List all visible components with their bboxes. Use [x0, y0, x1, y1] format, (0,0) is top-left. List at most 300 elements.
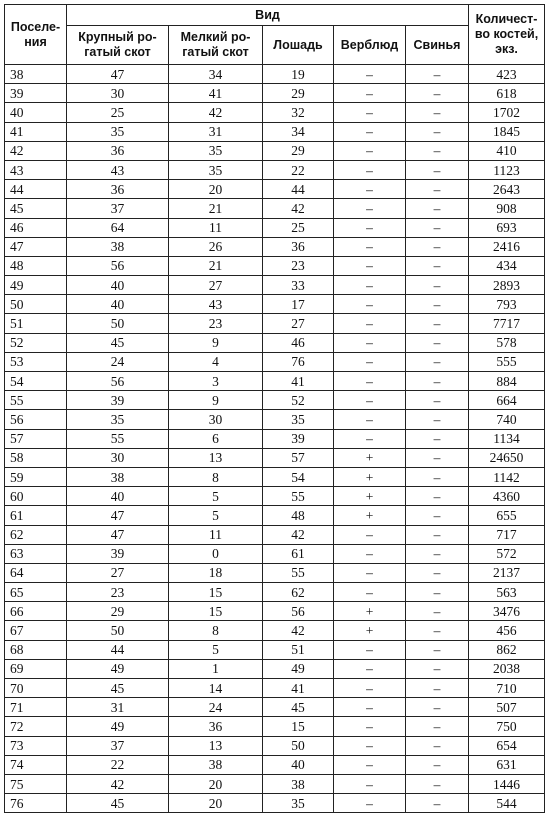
settlement-cell: 64 [5, 563, 67, 582]
cattle-cell: 24 [67, 352, 169, 371]
settlement-cell: 46 [5, 218, 67, 237]
bone-count-cell: 456 [469, 621, 545, 640]
cattle-cell: 38 [67, 237, 169, 256]
settlement-cell: 52 [5, 333, 67, 352]
camel-cell: – [334, 563, 406, 582]
horse-cell: 27 [263, 314, 334, 333]
settlement-cell: 74 [5, 755, 67, 774]
horse-cell: 52 [263, 391, 334, 410]
small-cattle-cell: 13 [169, 448, 263, 467]
small-cattle-cell: 15 [169, 602, 263, 621]
small-cattle-cell: 21 [169, 256, 263, 275]
horse-cell: 41 [263, 679, 334, 698]
pig-cell: – [406, 679, 469, 698]
bone-count-cell: 654 [469, 736, 545, 755]
small-cattle-cell: 36 [169, 717, 263, 736]
cattle-cell: 27 [67, 563, 169, 582]
bone-count-cell: 740 [469, 410, 545, 429]
camel-cell: + [334, 506, 406, 525]
bone-count-cell: 1845 [469, 122, 545, 141]
small-cattle-cell: 20 [169, 794, 263, 813]
horse-cell: 29 [263, 141, 334, 160]
small-cattle-cell: 8 [169, 467, 263, 486]
pig-cell: – [406, 448, 469, 467]
camel-cell: – [334, 141, 406, 160]
horse-cell: 17 [263, 295, 334, 314]
horse-cell: 23 [263, 256, 334, 275]
pig-cell: – [406, 141, 469, 160]
table-row [5, 717, 545, 736]
cattle-cell: 42 [67, 774, 169, 793]
table-row [5, 467, 545, 486]
pig-cell: – [406, 237, 469, 256]
camel-cell: – [334, 333, 406, 352]
small-cattle-cell: 34 [169, 65, 263, 84]
horse-cell: 62 [263, 583, 334, 602]
bone-count-cell: 1142 [469, 467, 545, 486]
pig-cell: – [406, 103, 469, 122]
pig-cell: – [406, 276, 469, 295]
settlement-cell: 53 [5, 352, 67, 371]
table-row [5, 314, 545, 333]
camel-cell: – [334, 429, 406, 448]
bone-count-cell: 884 [469, 372, 545, 391]
camel-cell: + [334, 467, 406, 486]
cattle-cell: 49 [67, 659, 169, 678]
camel-cell: – [334, 659, 406, 678]
bone-count-cell: 717 [469, 525, 545, 544]
camel-cell: – [334, 583, 406, 602]
horse-cell: 41 [263, 372, 334, 391]
bone-count-cell: 3476 [469, 602, 545, 621]
table-row [5, 544, 545, 563]
cattle-cell: 38 [67, 467, 169, 486]
horse-cell: 55 [263, 487, 334, 506]
small-cattle-cell: 27 [169, 276, 263, 295]
small-cattle-cell: 1 [169, 659, 263, 678]
horse-cell: 19 [263, 65, 334, 84]
pig-cell: – [406, 295, 469, 314]
small-cattle-cell: 5 [169, 640, 263, 659]
cattle-cell: 39 [67, 391, 169, 410]
pig-cell: – [406, 583, 469, 602]
table-row [5, 755, 545, 774]
settlement-cell: 69 [5, 659, 67, 678]
horse-cell: 36 [263, 237, 334, 256]
horse-cell: 42 [263, 621, 334, 640]
small-cattle-cell: 5 [169, 506, 263, 525]
bone-count-cell: 693 [469, 218, 545, 237]
cattle-cell: 39 [67, 544, 169, 563]
camel-cell: – [334, 640, 406, 659]
pig-cell: – [406, 602, 469, 621]
header-horse: Лошадь [263, 26, 334, 65]
small-cattle-cell: 24 [169, 698, 263, 717]
table-row [5, 103, 545, 122]
pig-cell: – [406, 487, 469, 506]
bone-count-cell: 434 [469, 256, 545, 275]
table-row [5, 237, 545, 256]
camel-cell: + [334, 487, 406, 506]
cattle-cell: 56 [67, 256, 169, 275]
pig-cell: – [406, 122, 469, 141]
camel-cell: – [334, 544, 406, 563]
settlement-cell: 43 [5, 160, 67, 179]
cattle-cell: 23 [67, 583, 169, 602]
horse-cell: 34 [263, 122, 334, 141]
pig-cell: – [406, 544, 469, 563]
pig-cell: – [406, 410, 469, 429]
table-row [5, 410, 545, 429]
horse-cell: 46 [263, 333, 334, 352]
small-cattle-cell: 9 [169, 391, 263, 410]
horse-cell: 25 [263, 218, 334, 237]
camel-cell: – [334, 103, 406, 122]
settlement-cell: 47 [5, 237, 67, 256]
bone-count-cell: 618 [469, 84, 545, 103]
camel-cell: – [334, 65, 406, 84]
settlement-cell: 61 [5, 506, 67, 525]
cattle-cell: 43 [67, 160, 169, 179]
small-cattle-cell: 42 [169, 103, 263, 122]
species-table [4, 4, 545, 813]
header-bone-count: Количест-во костей, экз. [469, 5, 545, 65]
cattle-cell: 31 [67, 698, 169, 717]
horse-cell: 51 [263, 640, 334, 659]
horse-cell: 29 [263, 84, 334, 103]
small-cattle-cell: 21 [169, 199, 263, 218]
settlement-cell: 68 [5, 640, 67, 659]
camel-cell: – [334, 698, 406, 717]
camel-cell: – [334, 372, 406, 391]
settlement-cell: 55 [5, 391, 67, 410]
small-cattle-cell: 9 [169, 333, 263, 352]
table-row [5, 774, 545, 793]
settlement-cell: 60 [5, 487, 67, 506]
small-cattle-cell: 0 [169, 544, 263, 563]
table-row [5, 65, 545, 84]
camel-cell: – [334, 410, 406, 429]
pig-cell: – [406, 794, 469, 813]
small-cattle-cell: 11 [169, 218, 263, 237]
bone-count-cell: 4360 [469, 487, 545, 506]
settlement-cell: 51 [5, 314, 67, 333]
cattle-cell: 45 [67, 333, 169, 352]
table-row [5, 659, 545, 678]
table-row [5, 333, 545, 352]
settlement-cell: 38 [5, 65, 67, 84]
bone-count-cell: 563 [469, 583, 545, 602]
camel-cell: + [334, 621, 406, 640]
settlement-cell: 54 [5, 372, 67, 391]
small-cattle-cell: 26 [169, 237, 263, 256]
settlement-cell: 75 [5, 774, 67, 793]
table-row [5, 391, 545, 410]
cattle-cell: 37 [67, 736, 169, 755]
bone-count-cell: 7717 [469, 314, 545, 333]
camel-cell: – [334, 755, 406, 774]
bone-count-cell: 1702 [469, 103, 545, 122]
settlement-cell: 41 [5, 122, 67, 141]
table-row [5, 602, 545, 621]
camel-cell: – [334, 679, 406, 698]
camel-cell: – [334, 180, 406, 199]
horse-cell: 57 [263, 448, 334, 467]
horse-cell: 45 [263, 698, 334, 717]
small-cattle-cell: 20 [169, 180, 263, 199]
cattle-cell: 36 [67, 141, 169, 160]
header-settlement: Поселе-ния [5, 5, 67, 65]
cattle-cell: 22 [67, 755, 169, 774]
horse-cell: 42 [263, 525, 334, 544]
bone-count-cell: 631 [469, 755, 545, 774]
small-cattle-cell: 43 [169, 295, 263, 314]
table-row [5, 199, 545, 218]
cattle-cell: 45 [67, 679, 169, 698]
table-row [5, 525, 545, 544]
cattle-cell: 35 [67, 410, 169, 429]
cattle-cell: 40 [67, 276, 169, 295]
camel-cell: + [334, 448, 406, 467]
cattle-cell: 25 [67, 103, 169, 122]
cattle-cell: 50 [67, 621, 169, 640]
camel-cell: – [334, 717, 406, 736]
horse-cell: 54 [263, 467, 334, 486]
small-cattle-cell: 13 [169, 736, 263, 755]
bone-count-cell: 2038 [469, 659, 545, 678]
table-row [5, 640, 545, 659]
settlement-cell: 45 [5, 199, 67, 218]
table-row [5, 794, 545, 813]
pig-cell: – [406, 467, 469, 486]
bone-count-cell: 1446 [469, 774, 545, 793]
horse-cell: 49 [263, 659, 334, 678]
camel-cell: – [334, 736, 406, 755]
bone-count-cell: 572 [469, 544, 545, 563]
cattle-cell: 64 [67, 218, 169, 237]
settlement-cell: 58 [5, 448, 67, 467]
table-row [5, 429, 545, 448]
bone-count-cell: 410 [469, 141, 545, 160]
table-row [5, 448, 545, 467]
horse-cell: 61 [263, 544, 334, 563]
bone-count-cell: 2893 [469, 276, 545, 295]
bone-count-cell: 655 [469, 506, 545, 525]
pig-cell: – [406, 352, 469, 371]
settlement-cell: 62 [5, 525, 67, 544]
header-camel: Верблюд [334, 26, 406, 65]
bone-count-cell: 578 [469, 333, 545, 352]
small-cattle-cell: 20 [169, 774, 263, 793]
bone-count-cell: 750 [469, 717, 545, 736]
pig-cell: – [406, 698, 469, 717]
pig-cell: – [406, 84, 469, 103]
header-cattle: Крупный ро-гатый скот [67, 26, 169, 65]
settlement-cell: 39 [5, 84, 67, 103]
table-row [5, 679, 545, 698]
cattle-cell: 35 [67, 122, 169, 141]
cattle-cell: 37 [67, 199, 169, 218]
table-row [5, 84, 545, 103]
horse-cell: 38 [263, 774, 334, 793]
bone-count-cell: 908 [469, 199, 545, 218]
bone-count-cell: 544 [469, 794, 545, 813]
header-pig: Свинья [406, 26, 469, 65]
table-row [5, 621, 545, 640]
table-row [5, 218, 545, 237]
pig-cell: – [406, 391, 469, 410]
settlement-cell: 71 [5, 698, 67, 717]
pig-cell: – [406, 218, 469, 237]
camel-cell: – [334, 794, 406, 813]
table-row [5, 352, 545, 371]
bone-count-cell: 2137 [469, 563, 545, 582]
horse-cell: 44 [263, 180, 334, 199]
bone-count-cell: 1123 [469, 160, 545, 179]
small-cattle-cell: 4 [169, 352, 263, 371]
pig-cell: – [406, 774, 469, 793]
pig-cell: – [406, 621, 469, 640]
table-row [5, 487, 545, 506]
bone-count-cell: 710 [469, 679, 545, 698]
cattle-cell: 40 [67, 295, 169, 314]
horse-cell: 40 [263, 755, 334, 774]
settlement-cell: 56 [5, 410, 67, 429]
cattle-cell: 55 [67, 429, 169, 448]
horse-cell: 55 [263, 563, 334, 582]
bone-count-cell: 862 [469, 640, 545, 659]
horse-cell: 15 [263, 717, 334, 736]
bone-count-cell: 24650 [469, 448, 545, 467]
camel-cell: – [334, 295, 406, 314]
horse-cell: 48 [263, 506, 334, 525]
camel-cell: – [334, 218, 406, 237]
small-cattle-cell: 15 [169, 583, 263, 602]
pig-cell: – [406, 333, 469, 352]
pig-cell: – [406, 717, 469, 736]
cattle-cell: 50 [67, 314, 169, 333]
horse-cell: 56 [263, 602, 334, 621]
cattle-cell: 49 [67, 717, 169, 736]
small-cattle-cell: 23 [169, 314, 263, 333]
table-row [5, 256, 545, 275]
table-row [5, 506, 545, 525]
settlement-cell: 66 [5, 602, 67, 621]
pig-cell: – [406, 506, 469, 525]
pig-cell: – [406, 659, 469, 678]
settlement-cell: 72 [5, 717, 67, 736]
bone-count-cell: 2416 [469, 237, 545, 256]
cattle-cell: 44 [67, 640, 169, 659]
pig-cell: – [406, 314, 469, 333]
table-row [5, 276, 545, 295]
small-cattle-cell: 5 [169, 487, 263, 506]
table-row [5, 160, 545, 179]
horse-cell: 32 [263, 103, 334, 122]
table-row [5, 122, 545, 141]
horse-cell: 42 [263, 199, 334, 218]
bone-count-cell: 423 [469, 65, 545, 84]
bone-count-cell: 555 [469, 352, 545, 371]
small-cattle-cell: 18 [169, 563, 263, 582]
camel-cell: – [334, 276, 406, 295]
pig-cell: – [406, 640, 469, 659]
table-row [5, 372, 545, 391]
settlement-cell: 44 [5, 180, 67, 199]
camel-cell: – [334, 352, 406, 371]
table-body [5, 65, 545, 813]
pig-cell: – [406, 256, 469, 275]
pig-cell: – [406, 65, 469, 84]
settlement-cell: 67 [5, 621, 67, 640]
table-row [5, 141, 545, 160]
settlement-cell: 40 [5, 103, 67, 122]
horse-cell: 22 [263, 160, 334, 179]
pig-cell: – [406, 563, 469, 582]
small-cattle-cell: 3 [169, 372, 263, 391]
pig-cell: – [406, 736, 469, 755]
bone-count-cell: 1134 [469, 429, 545, 448]
settlement-cell: 76 [5, 794, 67, 813]
cattle-cell: 29 [67, 602, 169, 621]
cattle-cell: 30 [67, 448, 169, 467]
horse-cell: 39 [263, 429, 334, 448]
settlement-cell: 50 [5, 295, 67, 314]
horse-cell: 35 [263, 410, 334, 429]
settlement-cell: 42 [5, 141, 67, 160]
horse-cell: 50 [263, 736, 334, 755]
header-small-cattle: Мелкий ро-гатый скот [169, 26, 263, 65]
settlement-cell: 73 [5, 736, 67, 755]
small-cattle-cell: 30 [169, 410, 263, 429]
cattle-cell: 56 [67, 372, 169, 391]
camel-cell: – [334, 314, 406, 333]
table-row [5, 698, 545, 717]
table-row [5, 736, 545, 755]
pig-cell: – [406, 180, 469, 199]
bone-count-cell: 793 [469, 295, 545, 314]
small-cattle-cell: 31 [169, 122, 263, 141]
camel-cell: – [334, 774, 406, 793]
settlement-cell: 48 [5, 256, 67, 275]
camel-cell: – [334, 122, 406, 141]
cattle-cell: 47 [67, 525, 169, 544]
cattle-cell: 45 [67, 794, 169, 813]
small-cattle-cell: 8 [169, 621, 263, 640]
camel-cell: – [334, 199, 406, 218]
cattle-cell: 30 [67, 84, 169, 103]
small-cattle-cell: 38 [169, 755, 263, 774]
bone-count-cell: 664 [469, 391, 545, 410]
table-row [5, 295, 545, 314]
table-row [5, 180, 545, 199]
bone-count-cell: 2643 [469, 180, 545, 199]
cattle-cell: 47 [67, 65, 169, 84]
bone-count-cell: 507 [469, 698, 545, 717]
camel-cell: – [334, 391, 406, 410]
camel-cell: – [334, 84, 406, 103]
settlement-cell: 59 [5, 467, 67, 486]
pig-cell: – [406, 160, 469, 179]
table-row [5, 583, 545, 602]
small-cattle-cell: 6 [169, 429, 263, 448]
settlement-cell: 49 [5, 276, 67, 295]
pig-cell: – [406, 429, 469, 448]
settlement-cell: 70 [5, 679, 67, 698]
cattle-cell: 47 [67, 506, 169, 525]
pig-cell: – [406, 525, 469, 544]
horse-cell: 33 [263, 276, 334, 295]
